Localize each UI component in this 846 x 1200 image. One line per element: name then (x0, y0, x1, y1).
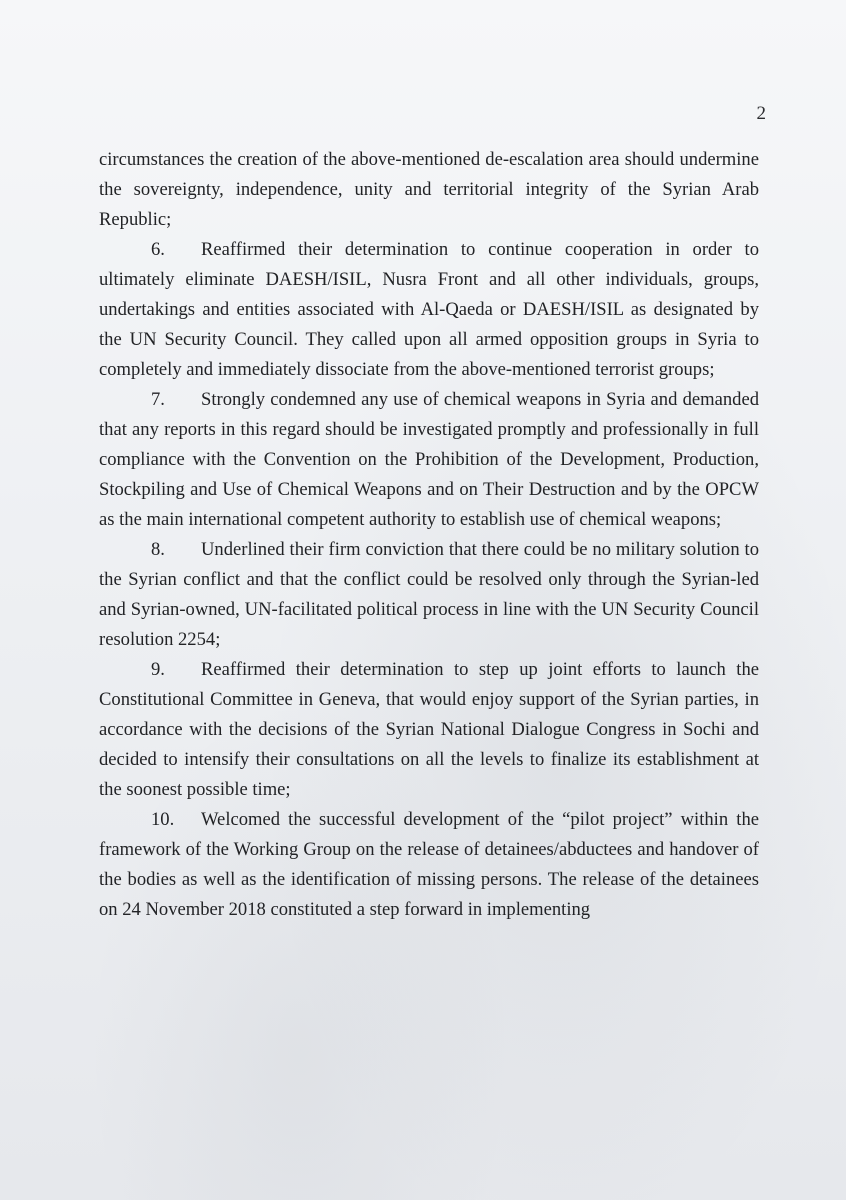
paragraph-7 (99, 385, 759, 535)
page-number: 2 (756, 103, 766, 124)
document-body (99, 145, 759, 925)
paragraph-number: 6. (151, 239, 165, 260)
paragraph-8 (99, 535, 759, 655)
paragraph-text: Reaffirmed their determination to step up joint efforts to launch the Constitutional Committee in Geneva, that would enjoy support of the Syrian parties, in accordance with the decisions of the Syrian National Dialogue Congress in Sochi and decided to intensify their consultations on all the levels to finalize its establishment at the soonest possible time; (99, 659, 759, 800)
paragraph-text: Underlined their firm conviction that there could be no military solution to the Syrian conflict and that the conflict could be resolved only through the Syrian-led and Syrian-owned, UN-facilitated political process in line with the UN Security Council resolution 2254; (99, 539, 759, 650)
paragraph-text: Reaffirmed their determination to continue cooperation in order to ultimately eliminate DAESH/ISIL, Nusra Front and all other individuals, groups, undertakings and entities associated with Al-Qaeda or DAESH/ISIL as designated by the UN Security Council. They called upon all armed opposition groups in Syria to completely and immediately dissociate from the above-mentioned terrorist groups; (99, 239, 759, 380)
paragraph-text: Welcomed the successful development of the “pilot project” within the framework of the Working Group on the release of detainees/abductees and handover of the bodies as well as the identification of missing persons. The release of the detainees on 24 November 2018 constituted a step forward in implementing (99, 809, 759, 920)
paragraph-text: Strongly condemned any use of chemical weapons in Syria and demanded that any reports in this regard should be investigated promptly and professionally in full compliance with the Convention on the Prohibition of the Development, Production, Stockpiling and Use of Chemical Weapons and on Their Destruction and by the OPCW as the main international competent authority to establish use of chemical weapons; (99, 389, 759, 530)
paragraph-number: 9. (151, 659, 165, 680)
paragraph-9 (99, 655, 759, 805)
continuation-paragraph: circumstances the creation of the above-mentioned de-escalation area should undermine the sovereignty, independence, unity and territorial integrity of the Syrian Arab Republic; (99, 149, 759, 230)
paragraph-10 (99, 805, 759, 925)
paragraph-number: 7. (151, 389, 165, 410)
paragraph-number: 8. (151, 539, 165, 560)
paragraph-6 (99, 235, 759, 385)
paragraph-number: 10. (151, 809, 175, 830)
